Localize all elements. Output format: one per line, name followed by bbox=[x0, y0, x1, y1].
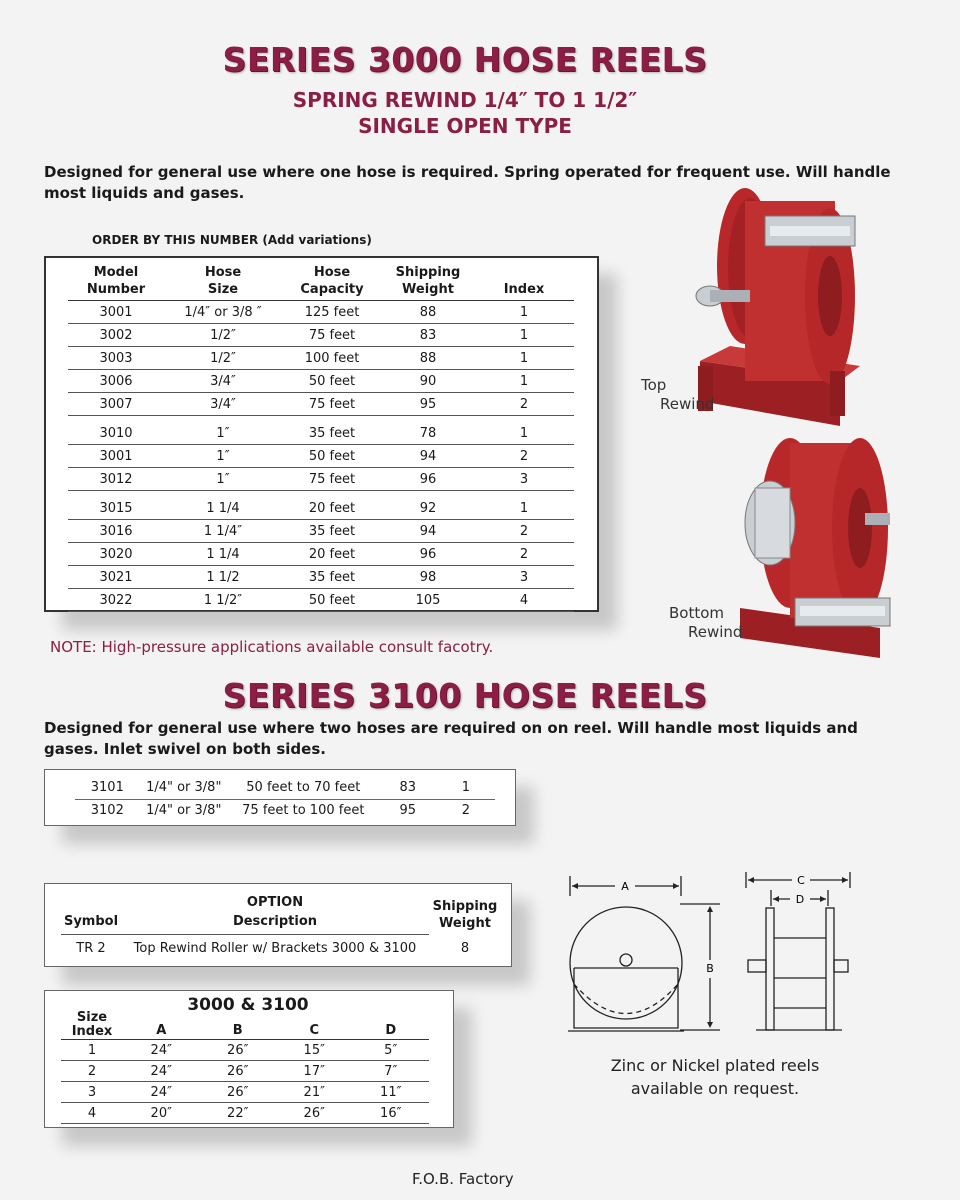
table-cell: 83 bbox=[379, 776, 437, 799]
series-3000-title: SERIES 3000 HOSE REELS bbox=[222, 40, 708, 79]
table-row bbox=[61, 1082, 429, 1103]
table-cell: 88 bbox=[382, 347, 474, 370]
table-header-row bbox=[68, 264, 574, 301]
table-cell: 35 feet bbox=[282, 416, 382, 445]
table-cell: 50 feet bbox=[282, 445, 382, 468]
table-row bbox=[75, 799, 495, 822]
table-cell: 1 1/4 bbox=[164, 543, 282, 566]
table-cell: 105 bbox=[382, 589, 474, 612]
table-cell: 2 bbox=[461, 803, 471, 819]
table-cell: 21″ bbox=[276, 1082, 353, 1103]
series-3100-description-1: Designed for general use where two hoses are required on on reel. Will handle most liquids and bbox=[44, 719, 858, 737]
table-cell: 3 bbox=[474, 468, 574, 491]
option-row bbox=[61, 934, 501, 962]
col-a: A bbox=[123, 1011, 200, 1040]
table-row bbox=[61, 1061, 429, 1082]
series-3100-description-2: gases. Inlet swivel on both sides. bbox=[44, 740, 326, 758]
table-cell: 3020 bbox=[68, 543, 164, 566]
top-rewind-reel-image bbox=[690, 186, 865, 436]
table-cell: 90 bbox=[382, 370, 474, 393]
table-row bbox=[68, 301, 574, 324]
dim-label-d: D bbox=[795, 893, 805, 906]
col-index: Index bbox=[474, 264, 574, 301]
table-cell: 3006 bbox=[68, 370, 164, 393]
col-b: B bbox=[200, 1011, 277, 1040]
dim-label-c: C bbox=[797, 874, 805, 887]
table-cell: 3/4″ bbox=[164, 393, 282, 416]
table-cell: 96 bbox=[382, 543, 474, 566]
col-shipping-weight: Shipping Weight bbox=[382, 264, 474, 301]
dim-label-a: A bbox=[621, 880, 629, 893]
high-pressure-note: NOTE: High-pressure applications available consult facotry. bbox=[50, 638, 494, 656]
table-cell: 75 feet bbox=[282, 393, 382, 416]
table-cell: 7″ bbox=[353, 1061, 430, 1082]
table-cell: 1 bbox=[474, 324, 574, 347]
table-cell: 3021 bbox=[68, 566, 164, 589]
table-cell: 2 bbox=[474, 543, 574, 566]
option-weight: 8 bbox=[460, 940, 470, 956]
table-row bbox=[68, 393, 574, 416]
table-cell: 96 bbox=[382, 468, 474, 491]
table-cell: 4 bbox=[61, 1103, 123, 1124]
table-cell: 24″ bbox=[123, 1061, 200, 1082]
table-row bbox=[68, 370, 574, 393]
table-cell: 100 feet bbox=[282, 347, 382, 370]
table-cell: 2 bbox=[474, 445, 574, 468]
table-row bbox=[68, 589, 574, 612]
bottom-rewind-reel-image bbox=[735, 428, 895, 668]
table-cell: 3101 bbox=[75, 776, 140, 799]
table-cell: 3002 bbox=[68, 324, 164, 347]
table-cell: 26″ bbox=[200, 1082, 277, 1103]
dim-label-b: B bbox=[706, 962, 714, 975]
table-cell: 75 feet to 100 feet bbox=[242, 803, 365, 819]
table-cell: 1 bbox=[474, 347, 574, 370]
table-cell: 3010 bbox=[68, 416, 164, 445]
table-cell: 1/4" or 3/8" bbox=[140, 776, 228, 799]
table-row bbox=[75, 776, 495, 799]
dimensions-table bbox=[61, 1011, 429, 1124]
bottom-rewind-label: Bottom Rewind bbox=[669, 604, 743, 641]
fob-factory: F.O.B. Factory bbox=[412, 1170, 514, 1188]
table-cell: 5″ bbox=[353, 1040, 430, 1061]
table-cell: 3003 bbox=[68, 347, 164, 370]
col-model-number: Model Number bbox=[68, 264, 164, 301]
table-cell: 3001 bbox=[68, 445, 164, 468]
table-cell: 26″ bbox=[200, 1061, 277, 1082]
dimensions-table-panel bbox=[44, 990, 454, 1128]
table-cell: 50 feet bbox=[282, 589, 382, 612]
table-cell: 98 bbox=[382, 566, 474, 589]
table-cell: 1 bbox=[474, 301, 574, 324]
table-cell: 4 bbox=[474, 589, 574, 612]
table-cell: 94 bbox=[382, 445, 474, 468]
table-cell: 1 bbox=[474, 370, 574, 393]
table-cell: 11″ bbox=[353, 1082, 430, 1103]
table-cell: 92 bbox=[382, 491, 474, 520]
table-cell: 95 bbox=[382, 393, 474, 416]
table-row bbox=[68, 416, 574, 445]
series-3000-description: Designed for general use where one hose is required. Spring operated for frequent use. Will handle most liquids and gases. bbox=[44, 163, 891, 202]
table-cell: 1″ bbox=[164, 445, 282, 468]
table-cell: 3001 bbox=[68, 301, 164, 324]
table-cell: 1/4" or 3/8" bbox=[146, 803, 222, 819]
table-cell: 83 bbox=[382, 324, 474, 347]
table-cell: 125 feet bbox=[282, 301, 382, 324]
table-row bbox=[68, 468, 574, 491]
table-cell: 1/4″ or 3/8 ″ bbox=[164, 301, 282, 324]
table-row bbox=[68, 520, 574, 543]
table-cell: 1 bbox=[474, 416, 574, 445]
table-cell: 1″ bbox=[164, 416, 282, 445]
series-3100-table-panel bbox=[44, 769, 516, 826]
table-row bbox=[68, 491, 574, 520]
table-cell: 35 feet bbox=[282, 566, 382, 589]
table-cell: 88 bbox=[382, 301, 474, 324]
dimension-diagram bbox=[560, 868, 860, 1038]
table-row bbox=[68, 566, 574, 589]
series-3000-table-panel bbox=[44, 256, 599, 612]
top-rewind-label: Top Rewind bbox=[641, 376, 715, 413]
table-cell: 22″ bbox=[200, 1103, 277, 1124]
table-cell: 24″ bbox=[123, 1082, 200, 1103]
series-3000-table bbox=[68, 264, 574, 612]
option-description-header: Description bbox=[121, 910, 429, 934]
table-row bbox=[68, 445, 574, 468]
option-title: OPTION bbox=[246, 895, 304, 910]
table-cell: 3007 bbox=[68, 393, 164, 416]
table-cell: 78 bbox=[382, 416, 474, 445]
col-size-index: Size Index bbox=[61, 1011, 123, 1040]
col-hose-capacity: Hose Capacity bbox=[282, 264, 382, 301]
option-weight-header: Shipping Weight bbox=[432, 899, 498, 931]
order-label: ORDER BY THIS NUMBER (Add variations) bbox=[92, 233, 372, 247]
table-cell: 3 bbox=[474, 566, 574, 589]
col-hose-size: Hose Size bbox=[164, 264, 282, 301]
option-table-panel bbox=[44, 883, 512, 967]
table-cell: 3102 bbox=[90, 803, 124, 819]
table-cell: 1/2″ bbox=[164, 347, 282, 370]
table-row bbox=[61, 1103, 429, 1124]
table-cell: 3 bbox=[61, 1082, 123, 1103]
table-cell: 1 1/2 bbox=[164, 566, 282, 589]
series-3000-subtitle-1: SPRING REWIND 1/4″ TO 1 1/2″ bbox=[292, 88, 638, 112]
table-cell: 16″ bbox=[353, 1103, 430, 1124]
table-cell: 15″ bbox=[276, 1040, 353, 1061]
plating-caption: Zinc or Nickel plated reels available on request. bbox=[610, 1056, 820, 1098]
table-cell: 1 1/4 bbox=[164, 491, 282, 520]
table-cell: 3/4″ bbox=[164, 370, 282, 393]
table-cell: 20 feet bbox=[282, 543, 382, 566]
table-cell: 1″ bbox=[164, 468, 282, 491]
table-cell: 1 1/2″ bbox=[164, 589, 282, 612]
table-cell: 50 feet bbox=[282, 370, 382, 393]
table-cell: 1 bbox=[474, 491, 574, 520]
table-cell: 3015 bbox=[68, 491, 164, 520]
series-3100-title: SERIES 3100 HOSE REELS bbox=[222, 676, 708, 715]
option-table bbox=[61, 886, 501, 962]
dimensions-title: 3000 & 3100 bbox=[187, 995, 309, 1015]
table-cell: 1 1/4″ bbox=[164, 520, 282, 543]
option-symbol: TR 2 bbox=[76, 940, 106, 956]
table-row bbox=[68, 347, 574, 370]
table-cell: 1 bbox=[61, 1040, 123, 1061]
table-cell: 94 bbox=[382, 520, 474, 543]
col-c: C bbox=[276, 1011, 353, 1040]
table-cell: 20″ bbox=[123, 1103, 200, 1124]
table-cell: 1/2″ bbox=[164, 324, 282, 347]
table-cell: 75 feet bbox=[282, 324, 382, 347]
option-description: Top Rewind Roller w/ Brackets 3000 & 3100 bbox=[133, 940, 417, 956]
table-cell: 3022 bbox=[68, 589, 164, 612]
table-cell: 2 bbox=[474, 393, 574, 416]
table-cell: 2 bbox=[474, 520, 574, 543]
option-symbol-header: Symbol bbox=[61, 910, 121, 934]
table-row bbox=[68, 324, 574, 347]
table-row bbox=[61, 1040, 429, 1061]
table-cell: 26″ bbox=[276, 1103, 353, 1124]
table-cell: 95 bbox=[399, 803, 417, 819]
table-cell: 50 feet to 70 feet bbox=[228, 776, 379, 799]
table-cell: 24″ bbox=[123, 1040, 200, 1061]
series-3100-table bbox=[75, 776, 495, 822]
table-cell: 2 bbox=[61, 1061, 123, 1082]
table-cell: 26″ bbox=[200, 1040, 277, 1061]
table-cell: 3016 bbox=[68, 520, 164, 543]
col-d: D bbox=[353, 1011, 430, 1040]
series-3000-subtitle-2: SINGLE OPEN TYPE bbox=[358, 114, 572, 138]
table-cell: 75 feet bbox=[282, 468, 382, 491]
table-cell: 3012 bbox=[68, 468, 164, 491]
table-cell: 1 bbox=[437, 776, 495, 799]
table-row bbox=[68, 543, 574, 566]
table-cell: 20 feet bbox=[282, 491, 382, 520]
table-cell: 35 feet bbox=[282, 520, 382, 543]
table-cell: 17″ bbox=[276, 1061, 353, 1082]
